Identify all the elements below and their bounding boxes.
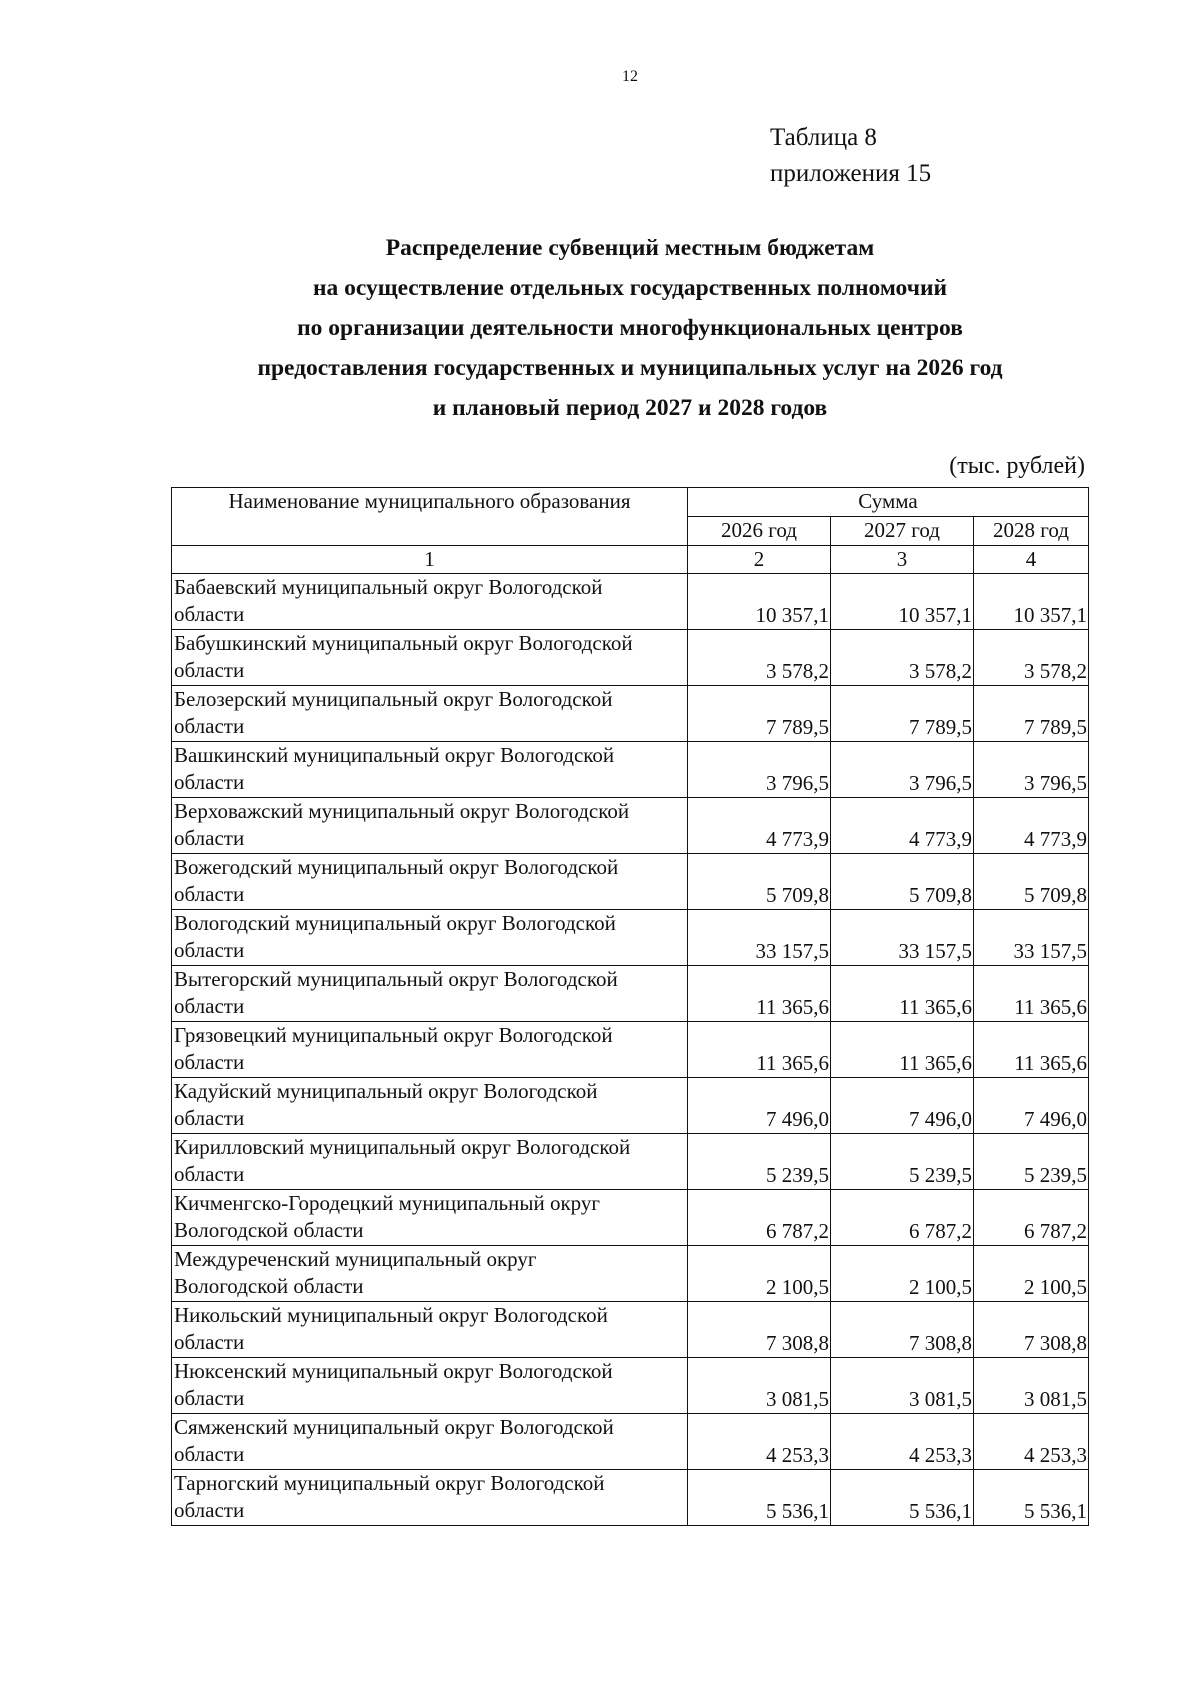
amount-2028: 11 365,6 xyxy=(974,1022,1089,1078)
municipality-name xyxy=(172,574,688,630)
subvention-table xyxy=(171,487,1089,1526)
amount-2026: 11 365,6 xyxy=(688,966,831,1022)
municipality-name xyxy=(172,1414,688,1470)
table-row xyxy=(172,1022,1089,1078)
amount-2028: 2 100,5 xyxy=(974,1246,1089,1302)
municipality-name xyxy=(172,630,688,686)
municipality-name-line1: Тарногский муниципальный округ Вологодской xyxy=(174,1471,605,1495)
table-row xyxy=(172,1302,1089,1358)
amount-2028: 5 239,5 xyxy=(974,1134,1089,1190)
municipality-name-line2: области xyxy=(174,826,245,850)
municipality-name xyxy=(172,798,688,854)
municipality-name-line1: Междуреченский муниципальный округ xyxy=(174,1247,537,1271)
municipality-name xyxy=(172,1022,688,1078)
table-ref-line2: приложения 15 xyxy=(770,160,932,187)
amount-2026: 5 536,1 xyxy=(688,1470,831,1526)
amount-2028: 7 789,5 xyxy=(974,686,1089,742)
municipality-name-line1: Вашкинский муниципальный округ Вологодской xyxy=(174,743,615,767)
amount-2028: 4 253,3 xyxy=(974,1414,1089,1470)
municipality-name-line2: области xyxy=(174,1442,245,1466)
header-sum: Сумма xyxy=(688,488,1089,517)
municipality-name xyxy=(172,1134,688,1190)
amount-2026: 7 308,8 xyxy=(688,1302,831,1358)
municipality-name-line1: Кичменгско-Городецкий муниципальный округ xyxy=(174,1191,600,1215)
municipality-name xyxy=(172,1470,688,1526)
municipality-name-line2: области xyxy=(174,1050,245,1074)
header-name: Наименование муниципального образования xyxy=(172,488,688,546)
municipality-name-line2: области xyxy=(174,658,245,682)
amount-2028: 11 365,6 xyxy=(974,966,1089,1022)
header-year-2026: 2026 год xyxy=(688,517,831,546)
title-line-4: предоставления государственных и муниципальных услуг на 2026 год xyxy=(257,355,1003,381)
municipality-name xyxy=(172,966,688,1022)
municipality-name xyxy=(172,854,688,910)
municipality-name-line2: области xyxy=(174,1162,245,1186)
municipality-name-line1: Кадуйский муниципальный округ Вологодской xyxy=(174,1079,598,1103)
municipality-name xyxy=(172,1302,688,1358)
municipality-name xyxy=(172,1190,688,1246)
amount-2027: 6 787,2 xyxy=(831,1190,974,1246)
amount-2027: 5 239,5 xyxy=(831,1134,974,1190)
table-body xyxy=(172,574,1089,1526)
amount-2027: 7 496,0 xyxy=(831,1078,974,1134)
amount-2027: 3 578,2 xyxy=(831,630,974,686)
municipality-name-line1: Вожегодский муниципальный округ Вологодской xyxy=(174,855,619,879)
table-row xyxy=(172,630,1089,686)
amount-2028: 7 308,8 xyxy=(974,1302,1089,1358)
title-line-5: и плановый период 2027 и 2028 годов xyxy=(432,395,828,421)
table-row xyxy=(172,1190,1089,1246)
title-line-2: на осуществление отдельных государственных полномочий xyxy=(312,275,948,301)
amount-2026: 5 239,5 xyxy=(688,1134,831,1190)
municipality-name-line2: области xyxy=(174,714,245,738)
amount-2026: 11 365,6 xyxy=(688,1022,831,1078)
municipality-name xyxy=(172,1078,688,1134)
amount-2027: 33 157,5 xyxy=(831,910,974,966)
table-row xyxy=(172,686,1089,742)
amount-2028: 6 787,2 xyxy=(974,1190,1089,1246)
amount-2027: 11 365,6 xyxy=(831,1022,974,1078)
table-row xyxy=(172,798,1089,854)
amount-2028: 4 773,9 xyxy=(974,798,1089,854)
amount-2028: 3 578,2 xyxy=(974,630,1089,686)
municipality-name-line2: области xyxy=(174,1106,245,1130)
table-row xyxy=(172,1358,1089,1414)
amount-2027: 5 536,1 xyxy=(831,1470,974,1526)
municipality-name-line1: Сямженский муниципальный округ Вологодской xyxy=(174,1415,614,1439)
table-row xyxy=(172,742,1089,798)
amount-2027: 4 253,3 xyxy=(831,1414,974,1470)
amount-2027: 4 773,9 xyxy=(831,798,974,854)
municipality-name xyxy=(172,1246,688,1302)
column-number: 4 xyxy=(974,546,1089,574)
amount-2028: 5 709,8 xyxy=(974,854,1089,910)
table-row xyxy=(172,1470,1089,1526)
municipality-name-line1: Вологодский муниципальный округ Вологодской xyxy=(174,911,616,935)
title-line-1: Распределение субвенций местным бюджетам xyxy=(385,235,875,261)
table-row xyxy=(172,910,1089,966)
document-title xyxy=(180,228,1080,428)
amount-2026: 33 157,5 xyxy=(688,910,831,966)
amount-2028: 33 157,5 xyxy=(974,910,1089,966)
amount-2026: 4 253,3 xyxy=(688,1414,831,1470)
amount-2028: 3 796,5 xyxy=(974,742,1089,798)
amount-2028: 3 081,5 xyxy=(974,1358,1089,1414)
table-row xyxy=(172,854,1089,910)
municipality-name-line2: области xyxy=(174,1330,245,1354)
municipality-name-line2: области xyxy=(174,938,245,962)
municipality-name-line1: Бабаевский муниципальный округ Вологодской xyxy=(174,575,603,599)
municipality-name-line2: области xyxy=(174,882,245,906)
column-number: 3 xyxy=(831,546,974,574)
table-reference xyxy=(770,120,931,192)
amount-2027: 7 308,8 xyxy=(831,1302,974,1358)
amount-2027: 7 789,5 xyxy=(831,686,974,742)
municipality-name-line1: Нюксенский муниципальный округ Вологодской xyxy=(174,1359,613,1383)
amount-2028: 10 357,1 xyxy=(974,574,1089,630)
title-line-3: по организации деятельности многофункциональных центров xyxy=(297,315,963,341)
municipality-name-line1: Бабушкинский муниципальный округ Вологодской xyxy=(174,631,633,655)
units-label: (тыс. рублей) xyxy=(949,453,1085,479)
table-row xyxy=(172,1134,1089,1190)
municipality-name xyxy=(172,742,688,798)
amount-2027: 11 365,6 xyxy=(831,966,974,1022)
amount-2026: 5 709,8 xyxy=(688,854,831,910)
amount-2026: 7 789,5 xyxy=(688,686,831,742)
municipality-name-line1: Грязовецкий муниципальный округ Вологодской xyxy=(174,1023,613,1047)
table-row xyxy=(172,1246,1089,1302)
header-year-2028: 2028 год xyxy=(974,517,1089,546)
amount-2026: 6 787,2 xyxy=(688,1190,831,1246)
amount-2026: 2 100,5 xyxy=(688,1246,831,1302)
table-row xyxy=(172,1414,1089,1470)
municipality-name-line1: Никольский муниципальный округ Вологодской xyxy=(174,1303,608,1327)
table-ref-line1: Таблица 8 xyxy=(770,124,877,151)
table-row xyxy=(172,966,1089,1022)
municipality-name-line2: области xyxy=(174,994,245,1018)
municipality-name-line1: Верховажский муниципальный округ Вологодской xyxy=(174,799,630,823)
amount-2026: 3 578,2 xyxy=(688,630,831,686)
header-year-2027: 2027 год xyxy=(831,517,974,546)
municipality-name xyxy=(172,686,688,742)
amount-2027: 5 709,8 xyxy=(831,854,974,910)
column-number: 2 xyxy=(688,546,831,574)
municipality-name-line2: Вологодской области xyxy=(174,1274,364,1298)
page-number: 12 xyxy=(622,68,638,85)
amount-2027: 2 100,5 xyxy=(831,1246,974,1302)
amount-2026: 4 773,9 xyxy=(688,798,831,854)
column-number: 1 xyxy=(172,546,688,574)
municipality-name-line2: Вологодской области xyxy=(174,1218,364,1242)
municipality-name-line1: Вытегорский муниципальный округ Вологодской xyxy=(174,967,618,991)
municipality-name-line2: области xyxy=(174,1498,245,1522)
table-row xyxy=(172,574,1089,630)
amount-2026: 3 796,5 xyxy=(688,742,831,798)
municipality-name xyxy=(172,1358,688,1414)
table-row xyxy=(172,1078,1089,1134)
municipality-name-line1: Кирилловский муниципальный округ Вологодской xyxy=(174,1135,631,1159)
amount-2026: 7 496,0 xyxy=(688,1078,831,1134)
amount-2027: 3 081,5 xyxy=(831,1358,974,1414)
amount-2026: 3 081,5 xyxy=(688,1358,831,1414)
amount-2026: 10 357,1 xyxy=(688,574,831,630)
amount-2027: 10 357,1 xyxy=(831,574,974,630)
municipality-name-line2: области xyxy=(174,1386,245,1410)
municipality-name-line2: области xyxy=(174,602,245,626)
municipality-name-line1: Белозерский муниципальный округ Вологодской xyxy=(174,687,613,711)
amount-2028: 5 536,1 xyxy=(974,1470,1089,1526)
amount-2027: 3 796,5 xyxy=(831,742,974,798)
amount-2028: 7 496,0 xyxy=(974,1078,1089,1134)
municipality-name xyxy=(172,910,688,966)
municipality-name-line2: области xyxy=(174,770,245,794)
